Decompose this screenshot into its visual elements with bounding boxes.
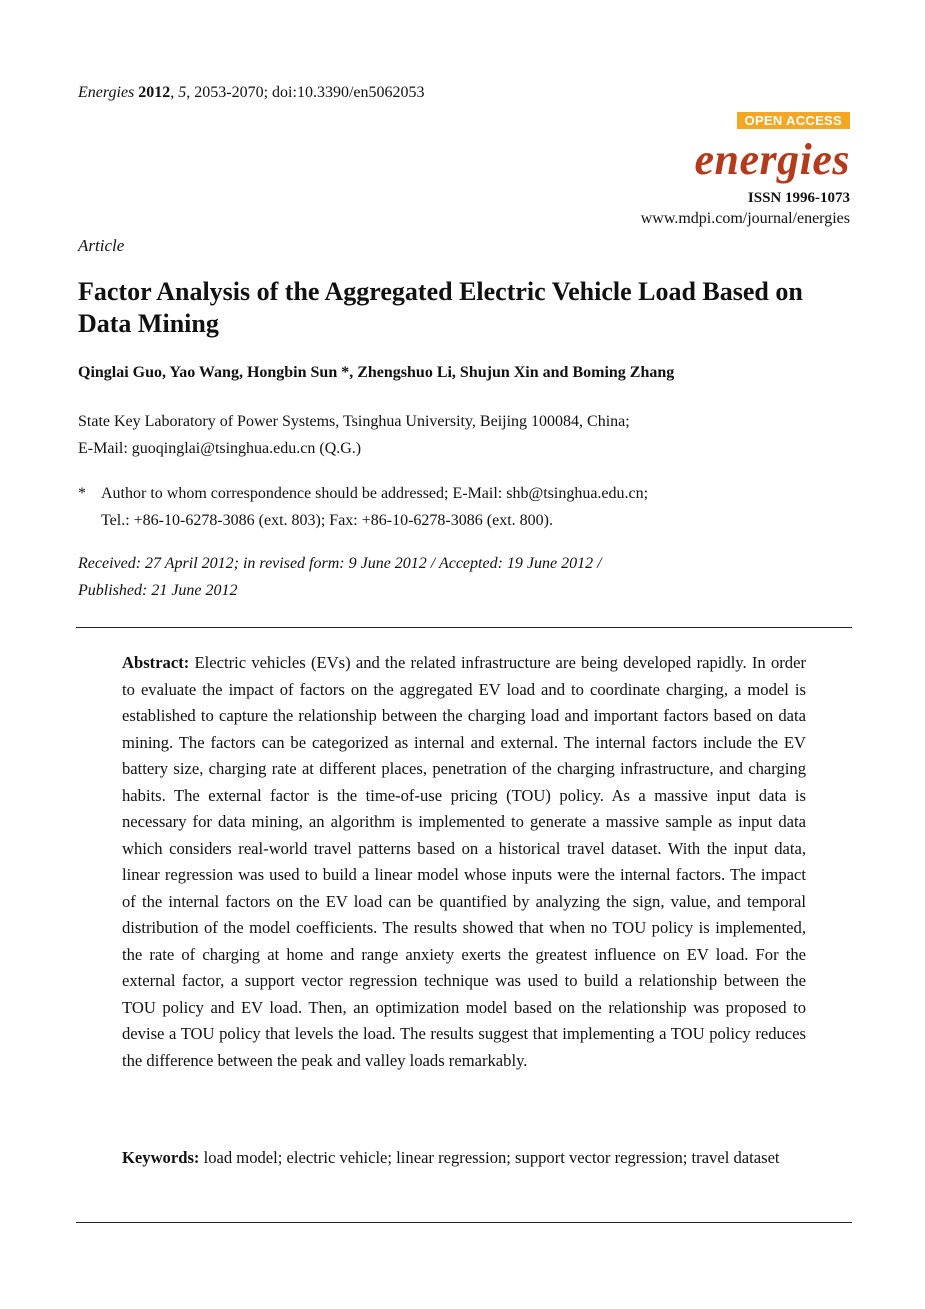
correspondence-contact: Tel.: +86-10-6278-3086 (ext. 803); Fax: +86-10-6278-3086 (ext. 800). bbox=[101, 512, 553, 529]
journal-url[interactable]: www.mdpi.com/journal/energies bbox=[640, 210, 850, 227]
citation-line: Energies 2012, 5, 2053-2070; doi:10.3390/en5062053 bbox=[78, 84, 425, 101]
keywords bbox=[122, 1145, 806, 1172]
affiliation-email: E-Mail: guoqinglai@tsinghua.edu.cn (Q.G.) bbox=[78, 440, 362, 457]
asterisk: * bbox=[78, 485, 86, 502]
article-title: Factor Analysis of the Aggregated Electric Vehicle Load Based on Data Mining bbox=[78, 277, 803, 338]
keywords-text: load model; electric vehicle; linear regression; support vector regression; travel dataset bbox=[203, 1148, 780, 1167]
journal-name: Energies bbox=[78, 84, 135, 101]
volume: 5 bbox=[178, 84, 187, 101]
abstract-text: Electric vehicles (EVs) and the related infrastructure are being developed rapidly. In order to evaluate the impact of factors on the aggregated EV load and to coordinate charging, a model is established to capture the relationship between the charging load and important factors based on data mining. The factors can be categorized as internal and external. The internal factors include the EV battery size, charging rate at different places, penetration of the charging infrastructure, and charging habits. The external factor is the time-of-use pricing (TOU) policy. As a massive input data is necessary for data mining, an algorithm is implemented to generate a massive sample as input data which considers real-world travel patterns based on a historical travel dataset. With the input data, linear regression was used to build a linear model whose inputs were the internal factors. The impact of the internal factors on the EV load can be quantified by analyzing the sign, value, and temporal distribution of the model coefficients. The results showed that when no TOU policy is implemented, the rate of charging at home and range anxiety exerts the greatest influence on EV load. For the external factor, a support vector regression technique was used to build a relationship between the TOU policy and EV load. Then, an optimization model based on the relationship was proposed to devise a TOU policy that levels the load. The results suggest that implementing a TOU policy reduces the difference between the peak and valley loads remarkably. bbox=[122, 653, 806, 1070]
correspondence bbox=[78, 480, 648, 534]
publication-dates bbox=[78, 550, 602, 604]
affiliation-line: State Key Laboratory of Power Systems, Tsinghua University, Beijing 100084, China; bbox=[78, 413, 630, 430]
abstract-label: Abstract: bbox=[122, 653, 190, 672]
abstract bbox=[122, 650, 806, 1074]
open-access-badge: OPEN ACCESS bbox=[737, 112, 850, 129]
dates-line: Received: 27 April 2012; in revised form: 9 June 2012 / Accepted: 19 June 2012 / bbox=[78, 555, 602, 572]
bottom-divider bbox=[76, 1222, 852, 1223]
journal-logo: energies bbox=[694, 135, 850, 184]
year: 2012 bbox=[138, 84, 171, 101]
top-divider bbox=[76, 627, 852, 628]
pages-doi: , 2053-2070; doi:10.3390/en5062053 bbox=[186, 84, 425, 101]
article-type: Article bbox=[78, 236, 125, 255]
affiliation bbox=[78, 408, 630, 462]
correspondence-line: Author to whom correspondence should be addressed; E-Mail: shb@tsinghua.edu.cn; bbox=[101, 485, 649, 502]
author-list: Qinglai Guo, Yao Wang, Hongbin Sun *, Zhengshuo Li, Shujun Xin and Boming Zhang bbox=[78, 364, 675, 381]
published-date: Published: 21 June 2012 bbox=[78, 582, 238, 599]
keywords-label: Keywords: bbox=[122, 1148, 200, 1167]
issn: ISSN 1996-1073 bbox=[747, 190, 850, 206]
